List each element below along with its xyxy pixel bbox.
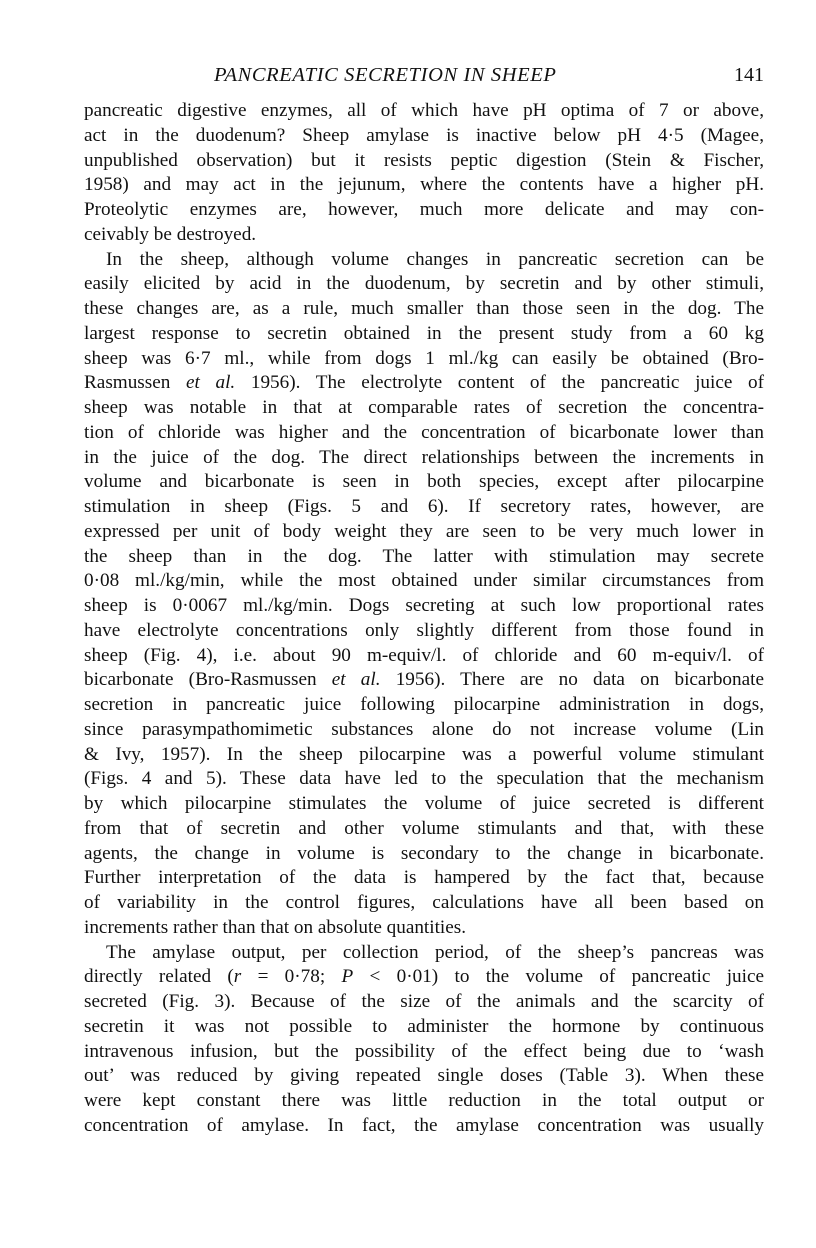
- text-line: intravenous infusion, but the possibility of the effect being due to ‘wash: [84, 1040, 764, 1062]
- text-line: the sheep than in the dog. The latter with stimulation may secrete: [84, 545, 764, 567]
- text-line: stimulation in sheep (Figs. 5 and 6). If secretory rates, however, are: [84, 496, 764, 517]
- running-head: [84, 64, 764, 94]
- paragraph: [84, 941, 764, 1139]
- text-line: volume and bicarbonate is seen in both species, except after pilocarpine: [84, 471, 764, 493]
- italic-text: et al.: [331, 669, 381, 691]
- text-line: sheep (Fig. 4), i.e. about 90 m-equiv/l. of chloride and 60 m-equiv/l. of: [84, 644, 764, 666]
- text-line: Proteolytic enzymes are, however, much more delicate and may con-: [84, 199, 764, 220]
- text-line: concentration of amylase. In fact, the amylase concentration was usually: [84, 1114, 764, 1136]
- text-line: have electrolyte concentrations only slightly different from those found in: [84, 619, 764, 641]
- text-line: sheep is 0·0067 ml./kg/min. Dogs secreting at such low proportional rates: [84, 595, 764, 616]
- text-line: 0·08 ml./kg/min, while the most obtained under similar circumstances from: [84, 570, 764, 592]
- text-line: secretin it was not possible to administer the hormone by continuous: [84, 1015, 764, 1037]
- text-line: out’ was reduced by giving repeated single doses (Table 3). When these: [84, 1065, 764, 1087]
- text-line: since parasympathomimetic substances alone do not increase volume (Lin: [84, 718, 764, 740]
- text-line: Further interpretation of the data is hampered by the fact that, because: [84, 867, 764, 889]
- text-line: secreted (Fig. 3). Because of the size of the animals and the scarcity of: [84, 991, 764, 1012]
- running-title: PANCREATIC SECRETION IN SHEEP: [214, 64, 557, 86]
- text-line: were kept constant there was little reduction in the total output or: [84, 1090, 764, 1111]
- text-line: increments rather than that on absolute quantities.: [84, 916, 467, 938]
- text-line: tion of chloride was higher and the concentration of bicarbonate lower than: [84, 421, 764, 443]
- text-line: secretion in pancreatic juice following pilocarpine administration in dogs,: [84, 694, 764, 715]
- text-line: unpublished observation) but it resists peptic digestion (Stein & Fischer,: [84, 149, 764, 171]
- text-line: bicarbonate (Bro-Rasmussen et al. 1956). There are no data on bicarbonate: [84, 669, 764, 691]
- italic-text: et al.: [186, 372, 236, 394]
- text-line: in the juice of the dog. The direct relationships between the increments in: [84, 446, 764, 468]
- page-number: 141: [734, 64, 764, 86]
- text-line: of variability in the control figures, calculations have all been based on: [84, 892, 764, 913]
- italic-text: P: [341, 966, 354, 988]
- text-line: largest response to secretin obtained in the present study from a 60 kg: [84, 322, 764, 344]
- text-line: sheep was notable in that at comparable rates of secretion the concentra-: [84, 397, 764, 418]
- text-line: from that of secretin and other volume stimulants and that, with these: [84, 817, 764, 839]
- text-line: & Ivy, 1957). In the sheep pilocarpine was a powerful volume stimulant: [84, 743, 764, 765]
- text-line: In the sheep, although volume changes in pancreatic secretion can be: [106, 248, 764, 270]
- text-line: easily elicited by acid in the duodenum, by secretin and by other stimuli,: [84, 273, 764, 295]
- text-line: (Figs. 4 and 5). These data have led to the speculation that the mechanism: [84, 768, 764, 790]
- paragraph: [84, 248, 764, 941]
- italic-text: r: [233, 966, 242, 988]
- text-line: 1958) and may act in the jejunum, where the contents have a higher pH.: [84, 174, 764, 196]
- text-line: directly related (r = 0·78; P < 0·01) to the volume of pancreatic juice: [84, 966, 764, 988]
- text-line: pancreatic digestive enzymes, all of which have pH optima of 7 or above,: [84, 100, 764, 121]
- text-line: ceivably be destroyed.: [84, 223, 257, 245]
- text-line: act in the duodenum? Sheep amylase is inactive below pH 4·5 (Magee,: [84, 124, 764, 146]
- text-line: expressed per unit of body weight they are seen to be very much lower in: [84, 520, 764, 542]
- text-line: agents, the change in volume is secondary to the change in bicarbonate.: [84, 842, 764, 864]
- text-line: Rasmussen et al. 1956). The electrolyte content of the pancreatic juice of: [84, 372, 765, 394]
- text-line: The amylase output, per collection period, of the sheep’s pancreas was: [106, 941, 764, 963]
- body-text: [84, 99, 764, 1139]
- text-line: sheep was 6·7 ml., while from dogs 1 ml./kg can easily be obtained (Bro-: [84, 347, 764, 369]
- text-line: these changes are, as a rule, much smaller than those seen in the dog. The: [84, 298, 764, 319]
- text-line: by which pilocarpine stimulates the volume of juice secreted is different: [84, 793, 764, 814]
- paragraph: [84, 99, 764, 248]
